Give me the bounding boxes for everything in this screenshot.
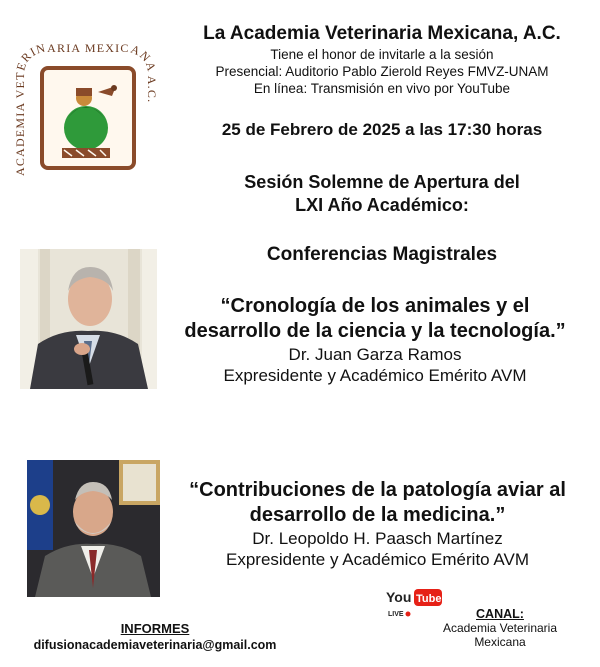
channel-name-line2: Mexicana (474, 635, 526, 649)
invitation-header (172, 22, 592, 97)
talk2-block (165, 478, 590, 570)
live-label: LIVE (388, 611, 404, 618)
speaker2-photo (27, 460, 160, 597)
invitation-line: Tiene el honor de invitarle a la sesión (270, 47, 494, 62)
svg-text:Tube: Tube (416, 593, 442, 605)
talk1-speaker: Dr. Juan Garza Ramos (288, 345, 462, 364)
talk1-role: Expresidente y Académico Emérito AVM (223, 366, 527, 385)
talk2-speaker: Dr. Leopoldo H. Paasch Martínez (252, 529, 503, 548)
contact-email[interactable]: difusionacademiaveterinaria@gmail.com (33, 638, 277, 652)
academy-logo-emblem (6, 36, 166, 186)
speaker1-photo (20, 249, 157, 389)
conferences-heading: Conferencias Magistrales (266, 244, 498, 265)
talk1-block (160, 294, 590, 386)
talk1-title-line2: desarrollo de la ciencia y la tecnología.” (184, 320, 566, 342)
talk1-title-line1: “Cronología de los animales y el (220, 295, 530, 317)
event-date: 25 de Febrero de 2025 a las 17:30 horas (221, 120, 543, 139)
contact-block (30, 621, 280, 652)
channel-block (410, 607, 590, 649)
academy-logo (6, 36, 166, 186)
venue-line: Presencial: Auditorio Pablo Zierold Reyes FMVZ-UNAM (215, 64, 549, 79)
talk2-role: Expresidente y Académico Emérito AVM (226, 550, 529, 569)
session-title (172, 171, 592, 217)
youtube-you-text: You (386, 589, 412, 605)
logo-ring-text: ACADEMIA VETERINARIA MEXICANA A.C. (12, 40, 160, 176)
canal-label: CANAL: (476, 607, 524, 621)
organization-title: La Academia Veterinaria Mexicana, A.C. (203, 23, 561, 44)
online-line: En línea: Transmisión en vivo por YouTube (253, 81, 511, 96)
informes-label: INFORMES (120, 621, 190, 636)
talk2-title-line2: desarrollo de la medicina.” (249, 504, 506, 526)
svg-text:You (386, 589, 411, 605)
talk2-title-line1: “Contribuciones de la patología aviar al (189, 479, 566, 501)
channel-name-line1: Academia Veterinaria (442, 621, 558, 635)
session-title-line1: Sesión Solemne de Apertura del (244, 172, 520, 192)
session-title-line2: LXI Año Académico: (295, 195, 469, 215)
